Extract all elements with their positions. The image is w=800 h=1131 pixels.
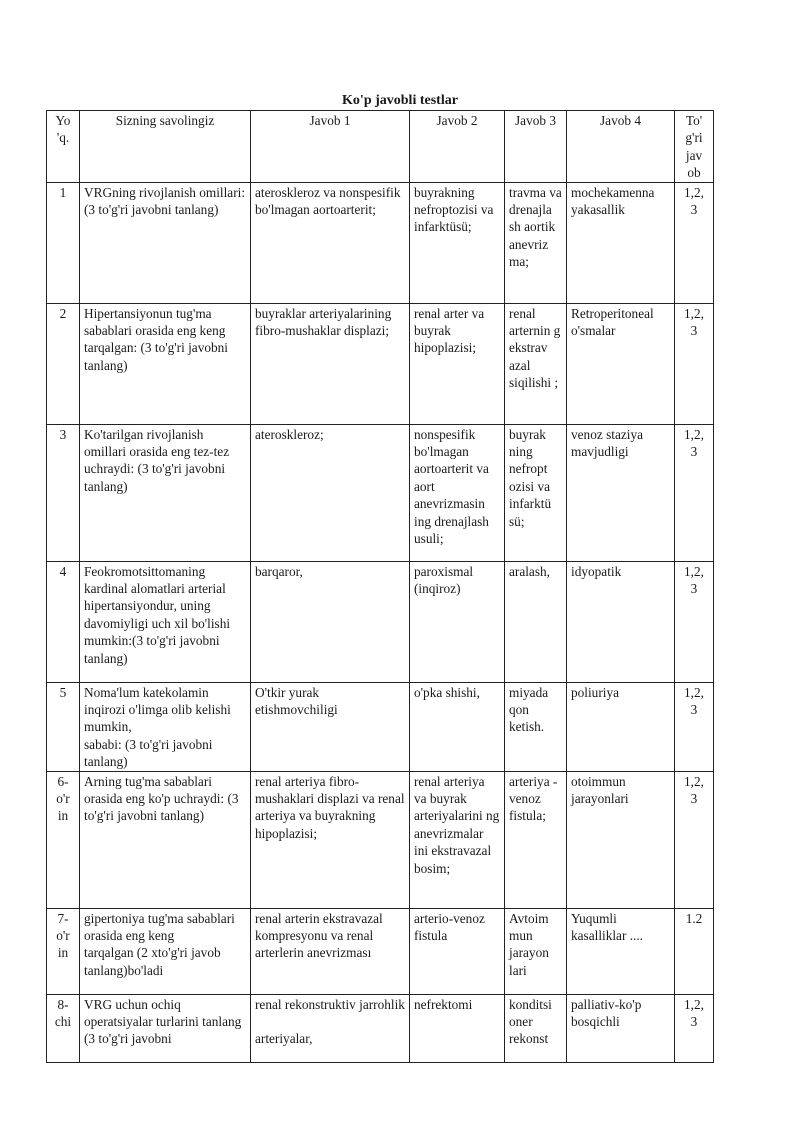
table-cell: miyada qon ketish.	[505, 682, 567, 771]
table-cell: ateroskleroz va nonspesifik bo'lmagan aortoarterit;	[251, 182, 410, 303]
table-cell: nefrektomi	[410, 994, 505, 1062]
table-cell: buyrak ning nefropt ozisi va infarktü sü;	[505, 424, 567, 561]
table-cell: buyrakning nefroptozisi va infarktüsü;	[410, 182, 505, 303]
table-cell: renal arteriya va buyrak arteriyalarini ng anevrizmalar ini ekstravazal bosim;	[410, 771, 505, 908]
table-cell: konditsi oner rekonst	[505, 994, 567, 1062]
table-row	[47, 182, 714, 303]
table-cell: 1	[47, 182, 80, 303]
table-cell: idyopatik	[567, 561, 675, 682]
table-cell: 1,2, 3	[675, 561, 714, 682]
table-cell: Hipertansiyonun tug'ma sabablari orasida eng keng tarqalgan: (3 to'g'ri javobni tanlang)	[80, 303, 251, 424]
header-cell: Javob 1	[251, 111, 410, 183]
header-cell: Sizning savolingiz	[80, 111, 251, 183]
header-cell: Javob 3	[505, 111, 567, 183]
table-cell: 4	[47, 561, 80, 682]
table-row	[47, 303, 714, 424]
table-header-row	[47, 111, 714, 183]
table-cell: renal arteriya fibro-mushaklari displazi va renal arteriya va buyrakning hipoplazisi;	[251, 771, 410, 908]
table-cell: paroxismal (inqiroz)	[410, 561, 505, 682]
table-cell: ateroskleroz;	[251, 424, 410, 561]
table-cell: VRGning rivojlanish omillari: (3 to'g'ri javobni tanlang)	[80, 182, 251, 303]
table-cell: 1,2, 3	[675, 424, 714, 561]
table-cell: barqaror,	[251, 561, 410, 682]
header-cell: Yo 'q.	[47, 111, 80, 183]
table-cell: mochekamenna yakasallik	[567, 182, 675, 303]
header-cell: To' g'ri jav ob	[675, 111, 714, 183]
table-cell: venoz staziya mavjudligi	[567, 424, 675, 561]
table-cell: arterio-venoz fistula	[410, 908, 505, 994]
table-cell: aralash,	[505, 561, 567, 682]
table-row	[47, 994, 714, 1062]
table-cell: 5	[47, 682, 80, 771]
table-cell: O'tkir yurak etishmovchiligi	[251, 682, 410, 771]
table-cell: 1,2, 3	[675, 682, 714, 771]
table-cell: o'pka shishi,	[410, 682, 505, 771]
table-row	[47, 771, 714, 908]
header-cell: Javob 2	[410, 111, 505, 183]
table-cell: buyraklar arteriyalarining fibro-mushaklar displazi;	[251, 303, 410, 424]
table-cell: renal arter va buyrak hipoplazisi;	[410, 303, 505, 424]
table-cell: poliuriya	[567, 682, 675, 771]
table-cell: Noma'lum katekolamin inqirozi o'limga olib kelishi mumkin, sababi: (3 to'g'ri javobni tanlang)	[80, 682, 251, 771]
table-cell: gipertoniya tug'ma sabablari orasida eng keng tarqalgan (2 xto'g'ri javob tanlang)bo'ladi	[80, 908, 251, 994]
table-row	[47, 908, 714, 994]
table-cell: 3	[47, 424, 80, 561]
table-cell: 8- chi	[47, 994, 80, 1062]
table-cell: 1.2	[675, 908, 714, 994]
table-cell: Avtoim mun jarayon lari	[505, 908, 567, 994]
table-row	[47, 561, 714, 682]
table-cell: 1,2, 3	[675, 994, 714, 1062]
table-cell: VRG uchun ochiq operatsiyalar turlarini tanlang (3 to'g'ri javobni	[80, 994, 251, 1062]
table-cell: renal arterin ekstravazal kompresyonu va renal arterlerin anevrizması	[251, 908, 410, 994]
page-title: Ko'p javobli testlar	[342, 93, 458, 108]
table-cell: 6- o'r in	[47, 771, 80, 908]
questions-table	[46, 110, 714, 1063]
table-cell: 2	[47, 303, 80, 424]
table-cell: arteriya -venoz fistula;	[505, 771, 567, 908]
header-cell: Javob 4	[567, 111, 675, 183]
table-cell: travma va drenajla sh aortik anevriz ma;	[505, 182, 567, 303]
table-cell: Ko'tarilgan rivojlanish omillari orasida eng tez-tez uchraydi: (3 to'g'ri javobni tanlang)	[80, 424, 251, 561]
table-cell: 7- o'r in	[47, 908, 80, 994]
table-cell: 1,2, 3	[675, 303, 714, 424]
table-cell: renal rekonstruktiv jarrohlik arteriyalar,	[251, 994, 410, 1062]
table-cell: 1,2, 3	[675, 182, 714, 303]
table-cell: Retroperitoneal o'smalar	[567, 303, 675, 424]
table-cell: Feokromotsittomaning kardinal alomatlari arterial hipertansiyondur, uning davomiyligi uch xil bo'lishi mumkin:(3 to'g'ri javobni tanlang)	[80, 561, 251, 682]
table-cell: nonspesifik bo'lmagan aortoarterit va aort anevrizmasin ing drenajlash usuli;	[410, 424, 505, 561]
table-cell: renal arternin g ekstrav azal siqilishi ;	[505, 303, 567, 424]
table-row	[47, 682, 714, 771]
table-row	[47, 424, 714, 561]
table-cell: Yuqumli kasalliklar ....	[567, 908, 675, 994]
table-cell: 1,2, 3	[675, 771, 714, 908]
table-cell: Arning tug'ma sabablari orasida eng ko'p uchraydi: (3 to'g'ri javobni tanlang)	[80, 771, 251, 908]
table-cell: otoimmun jarayonlari	[567, 771, 675, 908]
table-cell: palliativ-ko'p bosqichli	[567, 994, 675, 1062]
